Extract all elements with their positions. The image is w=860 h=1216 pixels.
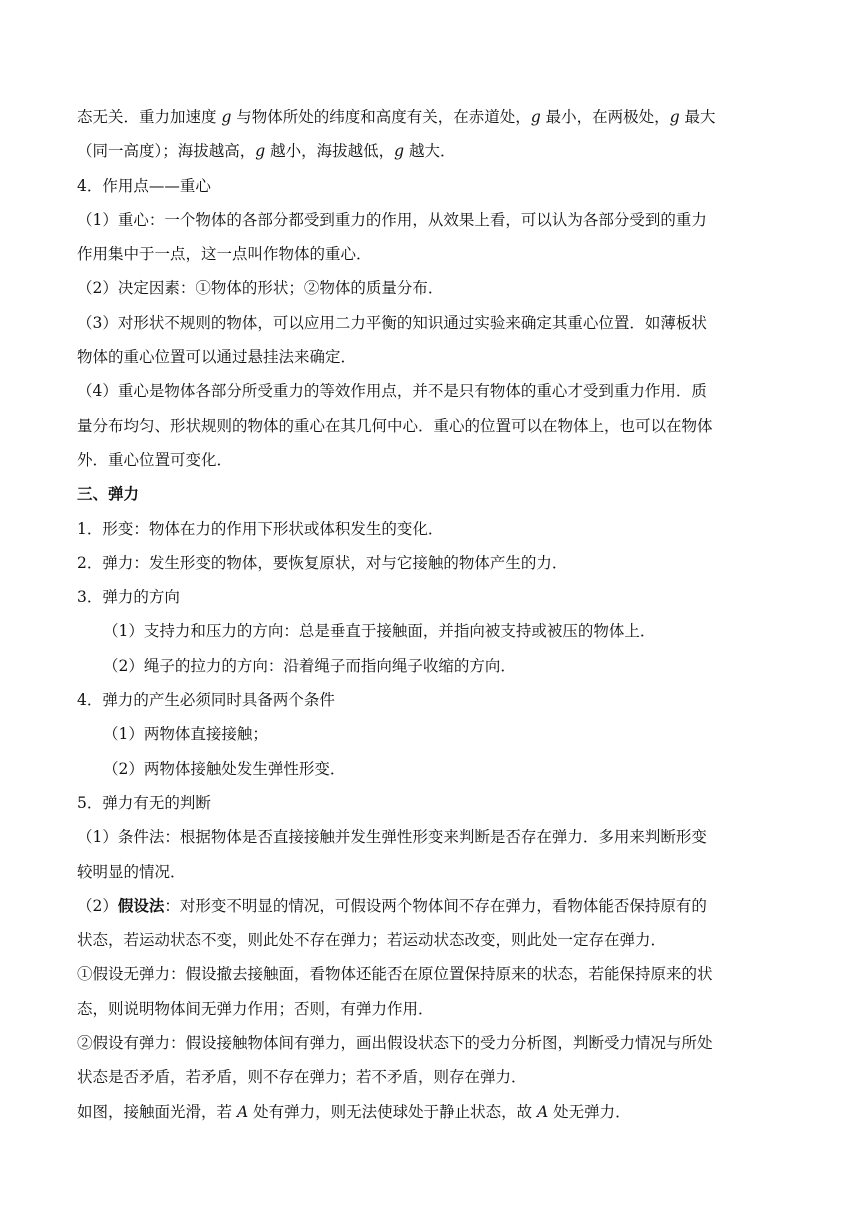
paragraph-line: （3）对形状不规则的物体，可以应用二力平衡的知识通过实验来确定其重心位置．如薄板状 bbox=[77, 313, 707, 332]
paragraph-line: （1）条件法：根据物体是否直接接触并发生弹性形变来判断是否存在弹力．多用来判断形变 bbox=[77, 828, 707, 847]
paragraph-line: （2）决定因素：①物体的形状；②物体的质量分布． bbox=[77, 279, 444, 298]
document-page bbox=[77, 100, 787, 1129]
paragraph-line: 状态是否矛盾，若矛盾，则不存在弹力；若不矛盾，则存在弹力． bbox=[77, 1068, 527, 1087]
item-heading: 5．弹力有无的判断 bbox=[77, 793, 211, 812]
paragraph-line: 物体的重心位置可以通过悬挂法来确定． bbox=[77, 348, 357, 367]
bold-term: 假设法 bbox=[117, 896, 165, 915]
item-heading: 4．弹力的产生必须同时具备两个条件 bbox=[77, 691, 335, 710]
paragraph-line: 量分布均匀、形状规则的物体的重心在其几何中心．重心的位置可以在物体上，也可以在物体 bbox=[77, 416, 713, 435]
paragraph-line: 2．弹力：发生形变的物体，要恢复原状，对与它接触的物体产生的力． bbox=[77, 553, 568, 572]
paragraph-line: 1．形变：物体在力的作用下形状或体积发生的变化． bbox=[77, 519, 444, 538]
paragraph-line: ①假设无弹力：假设撤去接触面，看物体还能否在原位置保持原来的状态，若能保持原来的状 bbox=[77, 965, 713, 984]
paragraph-line: ②假设有弹力：假设接触物体间有弹力，画出假设状态下的受力分析图，判断受力情况与所处 bbox=[77, 1034, 713, 1053]
paragraph-line: 作用集中于一点，这一点叫作物体的重心． bbox=[77, 245, 372, 264]
paragraph-line: （1）支持力和压力的方向：总是垂直于接触面，并指向被支持或被压的物体上． bbox=[103, 622, 656, 641]
paragraph-line: （同一高度）；海拔越高，g 越小，海拔越低，g 越大． bbox=[77, 142, 456, 161]
paragraph-line: （4）重心是物体各部分所受重力的等效作用点，并不是只有物体的重心才受到重力作用．质 bbox=[77, 382, 707, 401]
section-heading: 三、弹力 bbox=[77, 485, 140, 504]
paragraph-line: 态无关．重力加速度 g 与物体所处的纬度和高度有关，在赤道处，g 最小，在两极处，g 最大 bbox=[77, 108, 716, 126]
item-heading: 4．作用点——重心 bbox=[77, 176, 211, 195]
paragraph-line: 如图，接触面光滑，若 A 处有弹力，则无法使球处于静止状态，故 A 处无弹力． bbox=[77, 1102, 631, 1121]
paragraph-line: 态，则说明物体间无弹力作用；否则，有弹力作用． bbox=[77, 999, 434, 1018]
paragraph-line: （2）两物体接触处发生弹性形变． bbox=[103, 759, 346, 778]
paragraph-line: 外．重心位置可变化． bbox=[77, 450, 233, 469]
paragraph-line: 较明显的情况． bbox=[77, 862, 186, 881]
paragraph-line: （2）假设法：对形变不明显的情况，可假设两个物体间不存在弹力，看物体能否保持原有的 bbox=[77, 896, 707, 915]
item-heading: 3．弹力的方向 bbox=[77, 588, 180, 607]
paragraph-line: （1）两物体直接接触； bbox=[103, 725, 268, 744]
paragraph-line: （1）重心：一个物体的各部分都受到重力的作用，从效果上看，可以认为各部分受到的重力 bbox=[77, 210, 707, 229]
paragraph-line: （2）绳子的拉力的方向：沿着绳子而指向绳子收缩的方向． bbox=[103, 656, 516, 675]
paragraph-line: 状态，若运动状态不变，则此处不存在弹力；若运动状态改变，则此处一定存在弹力． bbox=[77, 931, 667, 950]
